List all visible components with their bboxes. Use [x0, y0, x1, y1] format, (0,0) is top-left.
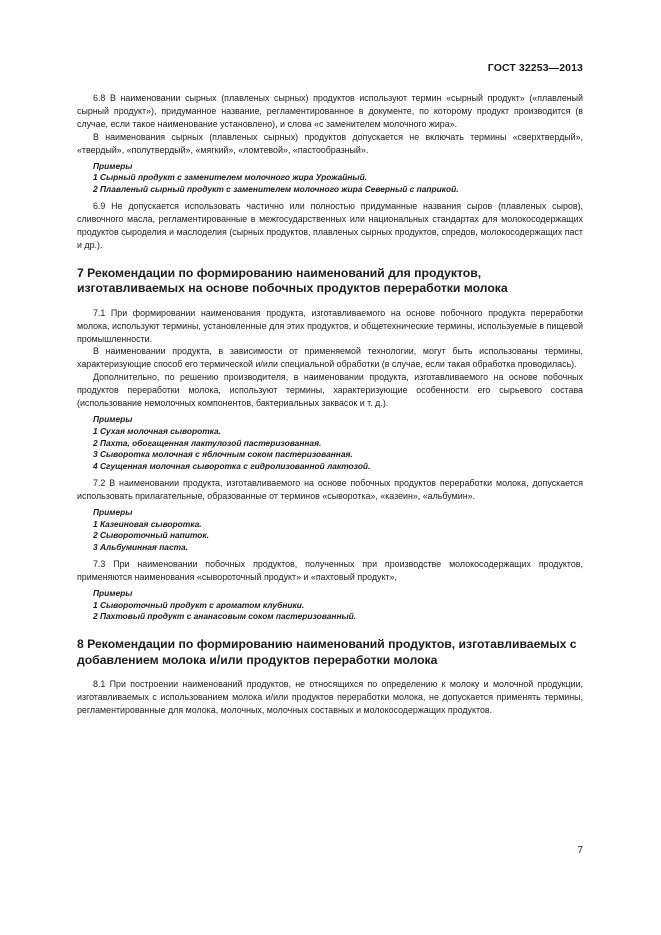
example-item: 2 Плавленый сырный продукт с заменителем молочного жира Северный с паприкой.	[93, 184, 459, 195]
example-item: 2 Пахта, обогащенная лактулозой пастеризованная.	[93, 437, 322, 448]
page-number: 7	[577, 845, 583, 856]
paragraph-6-8: 6.8 В наименовании сырных (плавленых сырных) продуктов используют термин «сырный продукт» («плавленый сырный продукт»), придуманное название, регламентированное в документе, по которому продукт производится (в случае, если такое наименование установлено), и слова «с заменителем молочного жира».	[77, 93, 583, 129]
examples-block-2	[77, 414, 583, 473]
paragraph-6-9: 6.9 Не допускается использовать частично или полностью придуманные названия сыров (плавленых сыров), сливочного масла, регламентированные в межгосударственных или национальных стандартах для молокосодержащих продуктов сыроделия и маслоделия (сырных продуктов, плавленых сырных продуктов, спредов, молокосодержащих паст и др.).	[77, 200, 583, 250]
example-item: 4 Сгущенная молочная сыворотка с гидролизованной лактозой.	[93, 461, 371, 472]
section-7-heading: 7 Рекомендации по формированию наименований для продуктов, изготавливаемых на основе побочных продуктов переработки молока	[77, 265, 508, 296]
example-item: 3 Альбуминная паста.	[93, 542, 189, 553]
section-8-heading: 8 Рекомендации по формированию наименований продуктов, изготавливаемых с добавлением молока и/или продуктов переработки молока	[77, 637, 577, 667]
paragraph-7-1-cont: В наименовании продукта, в зависимости от применяемой технологии, могут быть использованы термины, характеризующие способ его термической и/или специальной обработки (в случае, если такая обработка проводилась).	[77, 346, 583, 370]
document-code-header: ГОСТ 32253—2013	[487, 62, 583, 74]
examples-block-1	[77, 161, 583, 196]
example-item: 1 Сырный продукт с заменителем молочного жира Урожайный.	[93, 172, 368, 183]
paragraph-7-1: 7.1 При формировании наименования продукта, изготавливаемого на основе побочного продукта переработки молока, используют термины, установленные для этих продуктов, и общетехнические термины, используемые в пищевой промышленности.	[77, 307, 583, 344]
paragraph-6-8-cont: В наименования сырных (плавленых сырных) продуктов допускается не включать термины «сверхтвердый», «твердый», «полутвердый», «мягкий», «ломтевой», «пастообразный».	[77, 131, 583, 155]
examples-title: Примеры	[93, 413, 133, 424]
example-item: 3 Сыворотка молочная с яблочным соком пастеризованная.	[93, 449, 353, 460]
examples-block-4	[77, 588, 583, 623]
paragraph-8-1: 8.1 При построении наименований продуктов, не относящихся по определению к молоку и молочной продукции, изготавливаемых с использованием молока и/или продуктов переработки молока, не допускается применять термины, регламентированные для молока, молочных, молочных составных и молокосодержащих продуктов.	[77, 679, 583, 716]
paragraph-7-2: 7.2 В наименовании продукта, изготавливаемого на основе побочных продуктов переработки молока, допускается использовать прилагательные, образованные от терминов «сыворотка», «казеин», «альбумин».	[77, 477, 583, 501]
example-item: 1 Казеиновая сыворотка.	[93, 518, 202, 529]
page-content	[77, 92, 583, 717]
examples-title: Примеры	[93, 506, 133, 517]
paragraph-7-1-cont: Дополнительно, по решению производителя, в наименовании продукта, изготавливаемого на основе побочных продуктов переработки молока, используют термины, характеризующие особенности его сырьевого состава (использование немолочных компонентов, бактериальных заквасок и т. д.).	[77, 372, 583, 409]
example-item: 2 Пахтовый продукт с ананасовым соком пастеризованный.	[93, 611, 357, 622]
example-item: 1 Сывороточный продукт с ароматом клубники.	[93, 599, 305, 610]
paragraph-7-3: 7.3 При наименовании побочных продуктов, полученных при производстве молокосодержащих продуктов, применяются наименования «сывороточный продукт» и «пахтовый продукт»,	[77, 558, 583, 582]
example-item: 2 Сывороточный напиток.	[93, 530, 209, 541]
examples-title: Примеры	[93, 587, 133, 598]
examples-block-3	[77, 507, 583, 554]
example-item: 1 Сухая молочная сыворотка.	[93, 425, 222, 436]
examples-title: Примеры	[93, 160, 133, 171]
